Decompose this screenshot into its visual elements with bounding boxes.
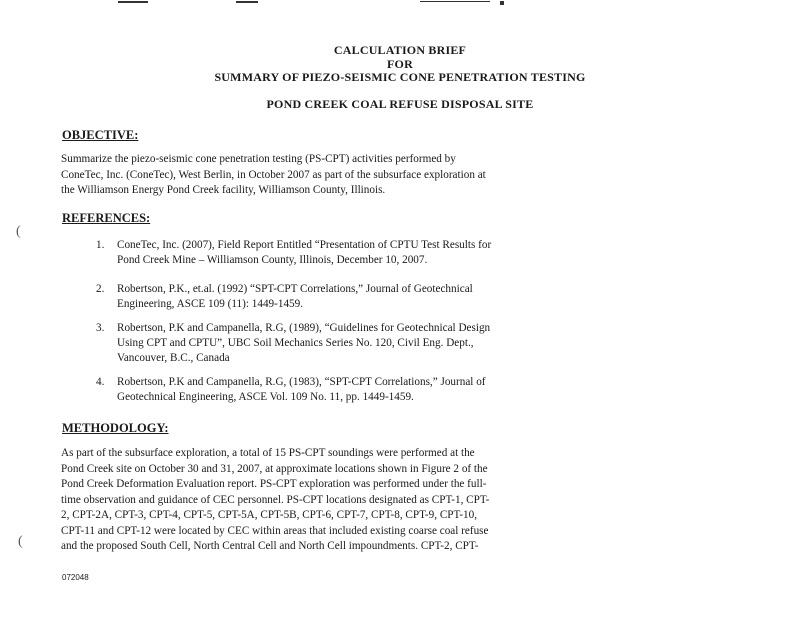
reference-number: 2. xyxy=(96,283,105,295)
objective-heading: OBJECTIVE: xyxy=(62,128,139,142)
reference-line: ConeTec, Inc. (2007), Field Report Entitled “Presentation of CPTU Test Results for xyxy=(117,239,492,251)
methodology-line: CPT-11 and CPT-12 were located by CEC within areas that included existing coarse coal refuse xyxy=(61,524,489,537)
title-line-1: CALCULATION BRIEF xyxy=(333,43,467,57)
reference-number: 1. xyxy=(96,239,105,251)
reference-line: Pond Creek Mine – Williamson County, Illinois, December 10, 2007. xyxy=(117,254,428,266)
hole-punch-mark: ( xyxy=(16,224,21,239)
reference-line: Using CPT and CPTU”, UBC Soil Mechanics Series No. 120, Civil Eng. Dept., xyxy=(117,337,474,349)
methodology-line: As part of the subsurface exploration, a total of 15 PS-CPT soundings were performed at the xyxy=(61,447,475,459)
hole-punch-mark: ( xyxy=(18,534,23,549)
objective-line: ConeTec, Inc. (ConeTec), West Berlin, in October 2007 as part of the subsurface exploration at xyxy=(61,168,486,181)
methodology-line: Pond Creek Deformation Evaluation report. PS-CPT exploration was performed under the full- xyxy=(61,478,487,490)
methodology-heading: METHODOLOGY: xyxy=(62,421,169,435)
reference-line: Robertson, P.K., et.al. (1992) “SPT-CPT Correlations,” Journal of Geotechnical xyxy=(117,283,473,295)
title-line-3: SUMMARY OF PIEZO-SEISMIC CONE PENETRATION TESTING xyxy=(214,70,586,84)
scan-artifact-top xyxy=(0,0,800,6)
reference-number: 3. xyxy=(96,322,105,334)
methodology-line: time observation and guidance of CEC personnel. PS-CPT locations designated as CPT-1, CPT- xyxy=(61,493,490,506)
reference-line: Robertson, P.K and Campanella, R.G, (1989), “Guidelines for Geotechnical Design xyxy=(117,322,491,334)
objective-line: Summarize the piezo-seismic cone penetration testing (PS-CPT) activities performed by xyxy=(61,153,456,165)
methodology-paragraph xyxy=(61,446,541,555)
objective-line: the Williamson Energy Pond Creek facility, Williamson County, Illinois. xyxy=(61,184,386,196)
title-line-2: FOR xyxy=(387,57,413,71)
reference-line: Engineering, ASCE 109 (11): 1449-1459. xyxy=(117,298,304,310)
references-heading: REFERENCES: xyxy=(62,211,151,225)
site-name: POND CREEK COAL REFUSE DISPOSAL SITE xyxy=(266,97,534,111)
methodology-line: 2, CPT-2A, CPT-3, CPT-4, CPT-5, CPT-5A, CPT-5B, CPT-6, CPT-7, CPT-8, CPT-9, CPT-10, xyxy=(61,509,478,521)
document-id: 072048 xyxy=(62,573,89,582)
reference-line: Vancouver, B.C., Canada xyxy=(117,352,230,364)
reference-number: 4. xyxy=(96,376,105,388)
reference-line: Robertson, P.K and Campanella, R.G, (1983), “SPT-CPT Correlations,” Journal of xyxy=(117,376,486,388)
objective-paragraph xyxy=(61,152,541,199)
methodology-line: Pond Creek site on October 30 and 31, 2007, at approximate locations shown in Figure 2 of the xyxy=(61,462,488,475)
methodology-line: and the proposed South Cell, North Central Cell and North Cell impoundments. CPT-2, CPT- xyxy=(61,540,479,552)
reference-line: Geotechnical Engineering, ASCE Vol. 109 No. 11, pp. 1449-1459. xyxy=(117,391,414,403)
